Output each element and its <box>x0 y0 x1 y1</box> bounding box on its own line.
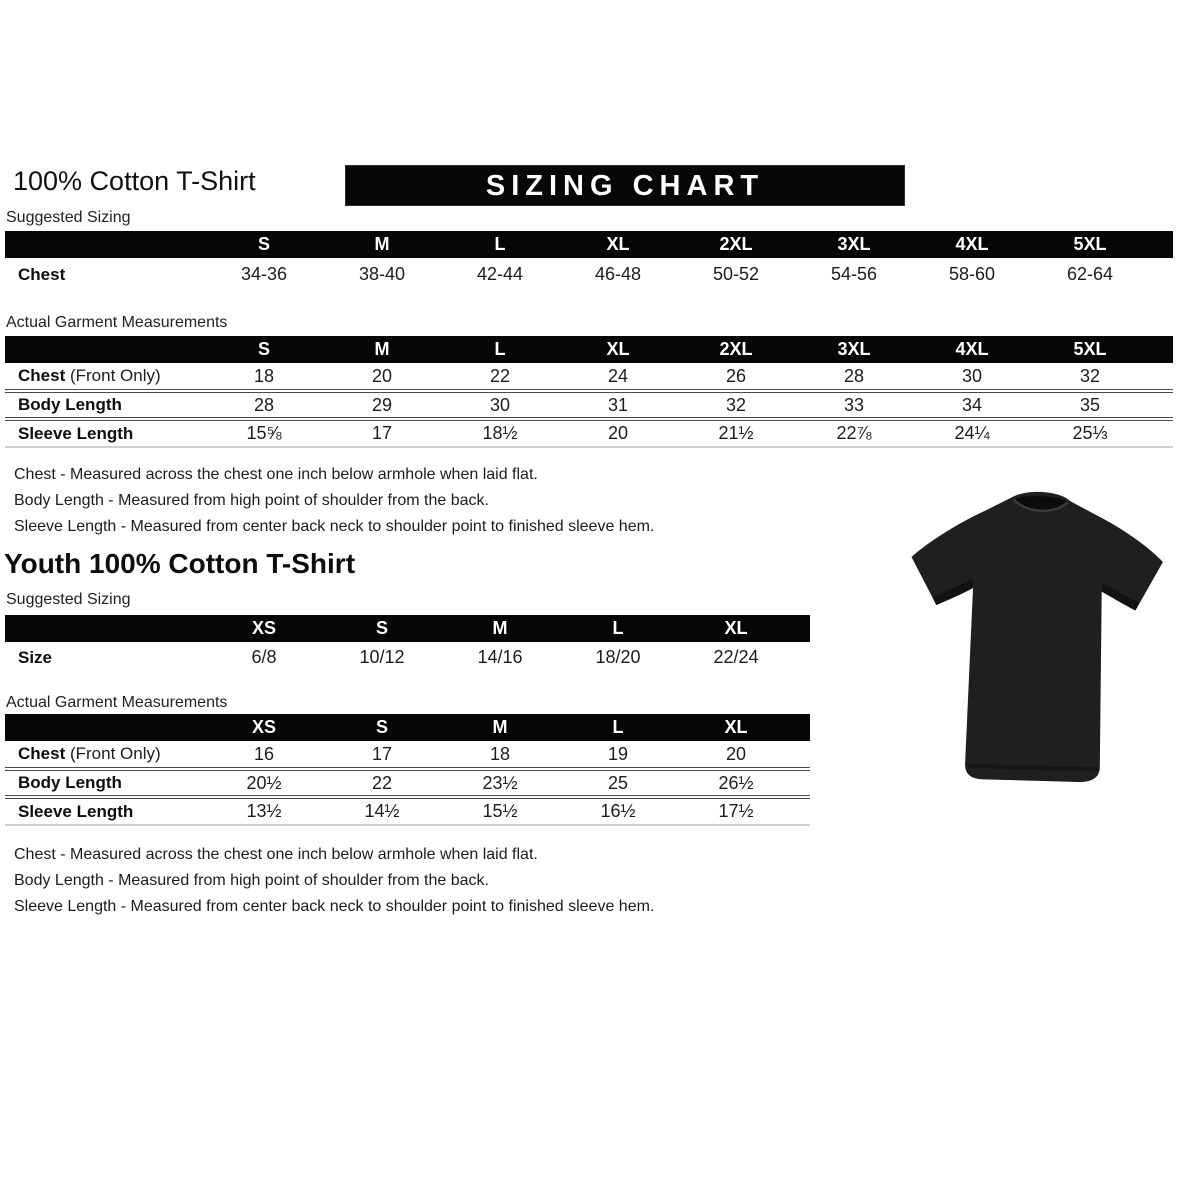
cell: 14/16 <box>477 647 523 667</box>
cell: 6/8 <box>251 647 277 667</box>
cell: 15⅝ <box>205 419 323 447</box>
cell: 20 <box>371 365 393 386</box>
row-label-text: Sleeve Length <box>18 801 134 821</box>
size-col-header: 2XL <box>677 336 795 363</box>
adult-measurement-notes <box>14 462 654 540</box>
cell: 22/24 <box>713 647 759 667</box>
size-header-row <box>5 615 810 642</box>
cell: 18 <box>253 365 275 386</box>
adult-suggested-sizing-table <box>5 231 1173 291</box>
cell: 62-64 <box>1066 264 1114 284</box>
table-row <box>5 391 1173 419</box>
size-col-header: S <box>323 714 441 741</box>
cell: 17 <box>371 743 393 764</box>
youth-suggested-sizing-table <box>5 615 810 673</box>
cell: 16 <box>253 743 275 764</box>
cell: 32 <box>1079 365 1101 386</box>
size-col-header: M <box>441 615 559 642</box>
adult-actual-measurements-table <box>5 336 1173 448</box>
cell: 31 <box>559 391 677 419</box>
table-row <box>5 797 810 825</box>
size-col-header: S <box>205 231 323 258</box>
size-header-row <box>5 231 1173 258</box>
spacer-cell <box>1149 419 1173 447</box>
size-col-header: 2XL <box>677 231 795 258</box>
cell: 34-36 <box>240 264 288 284</box>
cell: 29 <box>323 391 441 419</box>
cell: 33 <box>795 391 913 419</box>
row-label-text: Chest <box>18 744 66 763</box>
size-col-header: S <box>205 336 323 363</box>
table-row <box>5 769 810 797</box>
size-header-row <box>5 714 810 741</box>
page-title: 100% Cotton T-Shirt <box>13 166 256 196</box>
adult-suggested-sizing-label: Suggested Sizing <box>6 209 131 226</box>
youth-suggested-sizing-label: Suggested Sizing <box>6 591 131 608</box>
header-spacer-cell <box>795 615 810 642</box>
header-spacer-cell <box>795 714 810 741</box>
note-body-length: Body Length - Measured from high point of shoulder from the back. <box>14 492 489 509</box>
adult-actual-measurements-label: Actual Garment Measurements <box>6 314 228 331</box>
size-col-header: 4XL <box>913 336 1031 363</box>
cell: 30 <box>961 365 983 386</box>
row-label <box>5 258 205 291</box>
note-sleeve-length: Sleeve Length - Measured from center back neck to shoulder point to finished sleeve hem. <box>14 898 655 915</box>
size-col-header: XL <box>559 336 677 363</box>
note-body-length: Body Length - Measured from high point of shoulder from the back. <box>14 872 489 889</box>
table-row <box>5 258 1173 291</box>
cell: 46-48 <box>594 264 642 284</box>
row-label <box>5 642 205 673</box>
spacer-cell <box>795 642 810 673</box>
size-col-header: L <box>559 714 677 741</box>
cell: 34 <box>913 391 1031 419</box>
cell: 28 <box>843 365 865 386</box>
cell: 10/12 <box>359 647 405 667</box>
cell: 58-60 <box>948 264 996 284</box>
spacer-cell <box>1149 258 1173 291</box>
size-col-header: M <box>323 336 441 363</box>
size-col-header: M <box>441 714 559 741</box>
cell: 30 <box>441 391 559 419</box>
size-col-header: XL <box>559 231 677 258</box>
note-chest: Chest - Measured across the chest one inch below armhole when laid flat. <box>14 846 538 863</box>
table-row <box>5 363 1173 391</box>
cell: 22 <box>489 365 511 386</box>
header-spacer-cell <box>1149 336 1173 363</box>
cell: 20½ <box>205 769 323 797</box>
tshirt-graphic <box>877 464 1198 815</box>
size-col-header: XS <box>205 615 323 642</box>
cell: 25 <box>559 769 677 797</box>
cell: 24¼ <box>913 419 1031 447</box>
note-chest: Chest - Measured across the chest one inch below armhole when laid flat. <box>14 466 538 483</box>
row-label <box>5 391 205 419</box>
row-label-text: Body Length <box>18 395 122 414</box>
size-col-header: 5XL <box>1031 336 1149 363</box>
spacer-cell <box>795 797 810 825</box>
cell: 32 <box>677 391 795 419</box>
cell: 21½ <box>677 419 795 447</box>
cell: 14½ <box>323 797 441 825</box>
row-label-text: Body Length <box>18 773 122 792</box>
cell: 17½ <box>677 797 795 825</box>
header-spacer-cell <box>5 615 205 642</box>
row-label-suffix: (Front Only) <box>65 366 161 385</box>
row-label-text: Size <box>18 647 53 667</box>
size-col-header: 4XL <box>913 231 1031 258</box>
size-header-row <box>5 336 1173 363</box>
youth-actual-measurements-table <box>5 714 810 826</box>
spacer-cell <box>1149 363 1173 391</box>
spacer-cell <box>795 769 810 797</box>
cell: 26½ <box>677 769 795 797</box>
cell: 35 <box>1031 391 1149 419</box>
cell: 20 <box>559 419 677 447</box>
cell: 20 <box>725 743 747 764</box>
cell: 15½ <box>441 797 559 825</box>
row-label <box>5 419 205 447</box>
cell: 17 <box>323 419 441 447</box>
row-label-text: Chest <box>18 264 66 284</box>
youth-page-title: Youth 100% Cotton T-Shirt <box>4 548 356 579</box>
size-col-header: M <box>323 231 441 258</box>
spacer-cell <box>1149 391 1173 419</box>
cell: 42-44 <box>476 264 524 284</box>
cell: 54-56 <box>830 264 878 284</box>
cell: 22⅞ <box>795 419 913 447</box>
header-spacer-cell <box>5 231 205 258</box>
size-col-header: 5XL <box>1031 231 1149 258</box>
size-col-header: L <box>441 231 559 258</box>
row-label <box>5 769 205 797</box>
row-label <box>5 363 205 391</box>
cell: 26 <box>725 365 747 386</box>
cell: 18 <box>489 743 511 764</box>
row-label <box>5 797 205 825</box>
table-row <box>5 419 1173 447</box>
size-col-header: XL <box>677 615 795 642</box>
cell: 18/20 <box>595 647 641 667</box>
cell: 13½ <box>205 797 323 825</box>
cell: 16½ <box>559 797 677 825</box>
size-col-header: S <box>323 615 441 642</box>
row-label-text: Chest <box>18 366 66 385</box>
header-spacer-cell <box>5 714 205 741</box>
spacer-cell <box>795 741 810 769</box>
youth-actual-measurements-label: Actual Garment Measurements <box>6 694 228 711</box>
row-label-text: Sleeve Length <box>18 423 134 443</box>
header-spacer-cell <box>1149 231 1173 258</box>
size-col-header: L <box>559 615 677 642</box>
table-row <box>5 741 810 769</box>
cell: 19 <box>607 743 629 764</box>
size-col-header: XS <box>205 714 323 741</box>
size-col-header: 3XL <box>795 231 913 258</box>
row-label <box>5 741 205 769</box>
cell: 28 <box>205 391 323 419</box>
youth-measurement-notes <box>14 842 654 920</box>
size-col-header: XL <box>677 714 795 741</box>
cell: 25⅓ <box>1031 419 1149 447</box>
cell: 38-40 <box>358 264 406 284</box>
cell: 18½ <box>441 419 559 447</box>
note-sleeve-length: Sleeve Length - Measured from center back neck to shoulder point to finished sleeve hem. <box>14 518 655 535</box>
cell: 50-52 <box>712 264 760 284</box>
tshirt-photo <box>877 464 1198 815</box>
sizing-chart-banner: SIZING CHART <box>345 165 905 206</box>
size-col-header: L <box>441 336 559 363</box>
cell: 23½ <box>441 769 559 797</box>
table-row <box>5 642 810 673</box>
header-spacer-cell <box>5 336 205 363</box>
cell: 24 <box>607 365 629 386</box>
size-col-header: 3XL <box>795 336 913 363</box>
row-label-suffix: (Front Only) <box>65 744 161 763</box>
cell: 22 <box>323 769 441 797</box>
